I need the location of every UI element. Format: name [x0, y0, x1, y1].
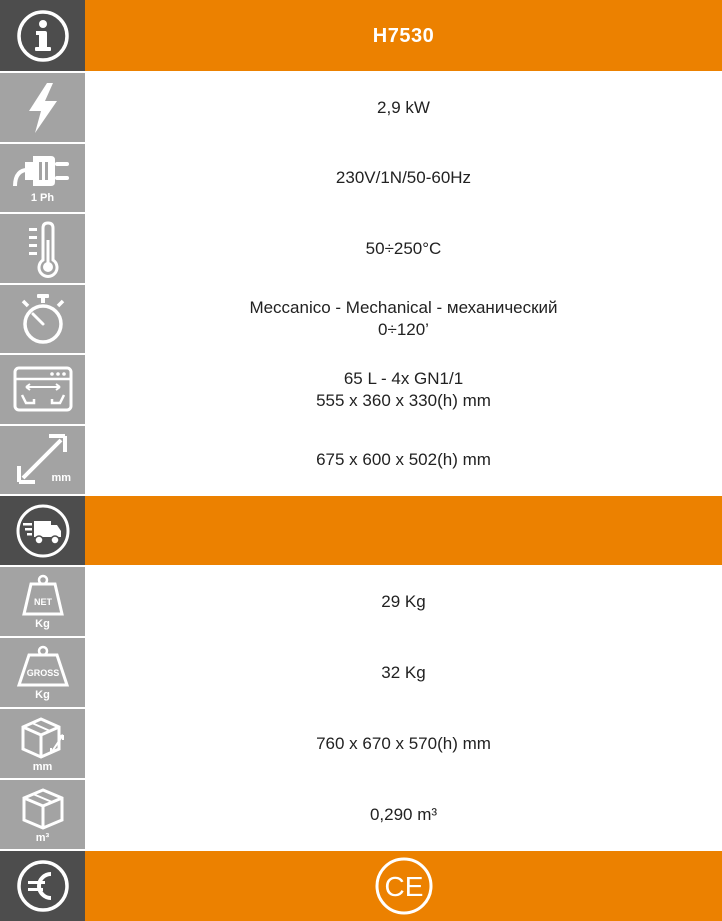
shipping-icon-cell [0, 496, 85, 565]
timer-line-2: 0÷120’ [378, 320, 429, 339]
timer-value [85, 285, 722, 353]
package-dimensions-value [85, 709, 722, 778]
net-weight-unit: Kg [35, 617, 50, 630]
electrical-value-text: 230V/1N/50-60Hz [335, 168, 472, 187]
electrical-icon-cell [0, 144, 85, 212]
spec-row-package-dimensions [0, 709, 722, 778]
gross-weight-unit: Kg [35, 688, 50, 701]
price-icon-cell [0, 851, 85, 921]
spec-row-capacity [0, 355, 722, 424]
package-volume-value [85, 780, 722, 849]
timer-icon-cell [0, 285, 85, 353]
temperature-value-text: 50÷250°C [365, 238, 442, 258]
temperature-icon-cell [0, 214, 85, 283]
thermometer-icon [23, 220, 63, 278]
temperature-value [85, 214, 722, 283]
spec-row-net-weight [0, 567, 722, 636]
gross-weight-icon-label: GROSS [26, 667, 59, 678]
shipping-header-row [0, 496, 722, 565]
euro-icon [15, 858, 71, 914]
power-value-text: 2,9 kW [377, 97, 430, 117]
delivery-truck-icon [14, 502, 72, 560]
info-icon [15, 8, 71, 64]
spec-row-timer [0, 285, 722, 353]
capacity-line-1: 65 L - 4x GN1/1 [343, 368, 464, 388]
package-dimensions-value-text: 760 x 670 x 570(h) mm [316, 733, 491, 753]
net-weight-icon-label: NET [33, 596, 52, 607]
stopwatch-icon [18, 292, 68, 346]
net-weight-icon [21, 574, 65, 618]
package-volume-unit: m³ [35, 831, 50, 844]
net-weight-value [85, 567, 722, 636]
spec-row-package-volume [0, 780, 722, 849]
gross-weight-icon-cell [0, 638, 85, 707]
gross-weight-icon [15, 645, 71, 689]
net-weight-value-text: 29 Kg [381, 591, 426, 611]
oven-capacity-icon [12, 365, 74, 415]
spec-row-gross-weight [0, 638, 722, 707]
certification-cell [85, 851, 722, 921]
spec-row-electrical [0, 144, 722, 212]
gross-weight-value [85, 638, 722, 707]
info-cell [0, 0, 85, 71]
lightning-icon [21, 81, 65, 135]
header-row [0, 0, 722, 71]
capacity-line-2: 555 x 360 x 330(h) mm [316, 390, 491, 410]
timer-line-1: Meccanico - Mechanical - механический [249, 298, 558, 317]
package-volume-icon [18, 786, 68, 832]
ce-mark-icon [374, 856, 434, 916]
model-cell [85, 0, 722, 71]
package-dimensions-icon [15, 715, 71, 761]
package-volume-icon-cell [0, 780, 85, 849]
spec-row-dimensions [0, 426, 722, 494]
footer-row [0, 851, 722, 921]
net-weight-icon-cell [0, 567, 85, 636]
package-volume-value-text: 0,290 m³ [369, 804, 438, 824]
plug-icon [13, 152, 73, 192]
electrical-value [85, 144, 722, 212]
dimensions-icon-cell [0, 426, 85, 494]
phase-caption: 1 Ph [30, 192, 55, 204]
dimensions-value [85, 426, 722, 494]
spec-row-temperature [0, 214, 722, 283]
power-value [85, 73, 722, 142]
model-title: H7530 [372, 24, 435, 47]
gross-weight-value-text: 32 Kg [381, 662, 426, 682]
capacity-value [85, 355, 722, 424]
package-dimensions-unit: mm [32, 760, 53, 773]
capacity-icon-cell [0, 355, 85, 424]
dimensions-unit-caption: mm [51, 472, 71, 484]
package-dimensions-icon-cell [0, 709, 85, 778]
dimensions-value-text: 675 x 600 x 502(h) mm [316, 450, 491, 469]
power-icon-cell [0, 73, 85, 142]
ce-mark-text: CE [384, 871, 423, 902]
spec-row-power [0, 73, 722, 142]
shipping-header-bar [85, 496, 722, 565]
